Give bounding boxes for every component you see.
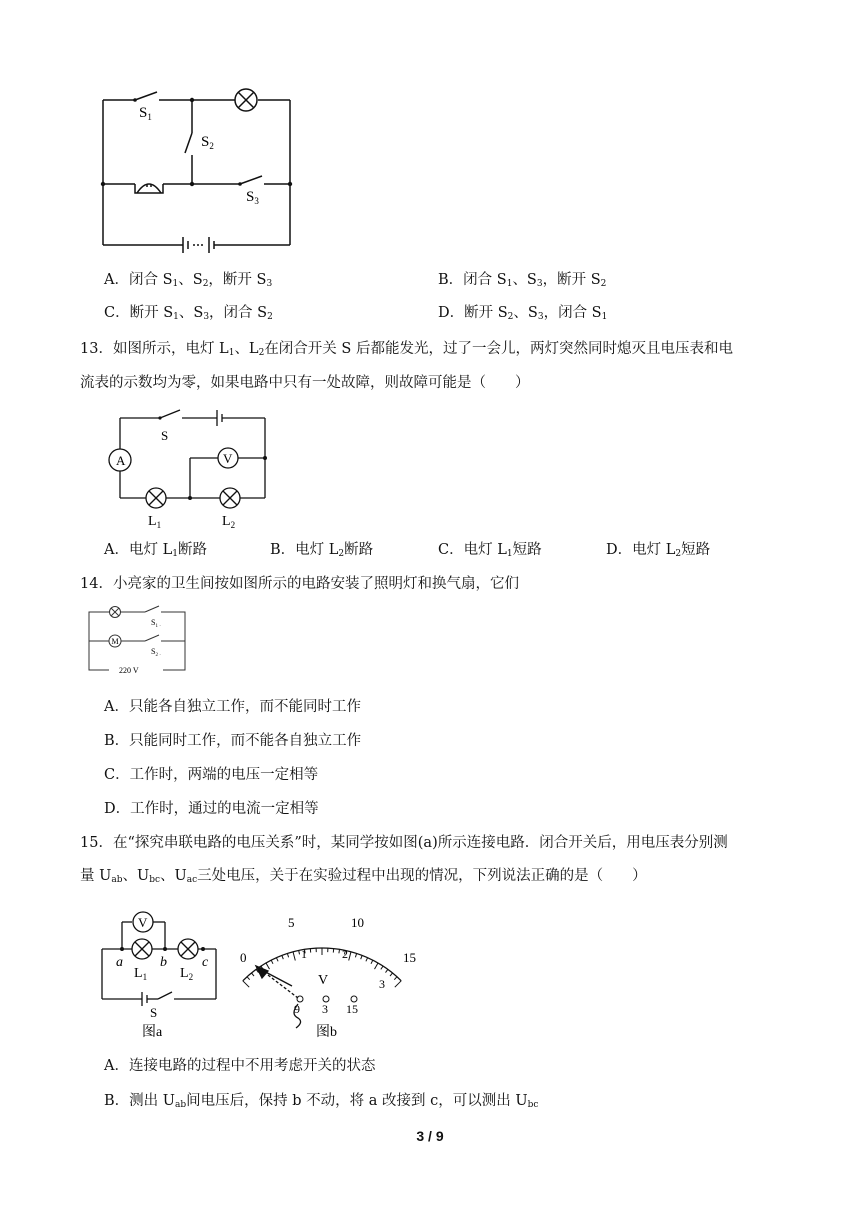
dial-tick (339, 949, 340, 953)
q15-figure-a-circuit (98, 903, 228, 1038)
q14-stem: 14．小亮家的卫生间按如图所示的电路安装了照明灯和换气扇，它们 (80, 576, 519, 592)
q12-option-d[interactable]: D．断开 $S_2$、$S_3$，闭合 $S_1$ (438, 305, 608, 322)
q15b-terminal-1: 9 (294, 1002, 300, 1016)
dial-tick (252, 973, 255, 976)
q14-s1-label: $S_{1 \cdot}$ (151, 618, 161, 629)
q15a-l2-label: $L_2$ (180, 966, 194, 982)
dial-tick (390, 973, 393, 976)
q15a-point-b: b (160, 955, 167, 970)
q15a-l1-label: $L_1$ (134, 966, 148, 982)
q15a-switch-label: S (150, 1005, 158, 1020)
q15b-caption: 图b (316, 1025, 337, 1040)
q15a-point-c: c (202, 955, 209, 970)
q12-s3-label: $S_3$ (246, 189, 259, 206)
q14-s2-label: $S_{2 \cdot}$ (151, 647, 161, 658)
q13-option-d[interactable]: D．电灯 $L_2$短路 (606, 542, 711, 559)
q13-option-a[interactable]: A．电灯 $L_1$断路 (104, 542, 207, 559)
q15b-tick-1: 1 (301, 947, 307, 961)
q15b-tick-3: 3 (379, 977, 385, 991)
q13-switch-label: S (161, 428, 169, 443)
q15a-voltmeter-label: V (138, 915, 148, 930)
q15b-terminal-2: 3 (322, 1002, 328, 1016)
q13-circuit-diagram (100, 402, 275, 532)
q15b-tick-15: 15 (403, 950, 416, 965)
q15-stem-line1: 15．在“探究串联电路的电压关系”时，某同学按如图(a)所示连接电路．闭合开关后，用电压表分别测 (80, 835, 728, 851)
q13-l2-label: $L_2$ (222, 514, 236, 530)
dial-tick (243, 981, 249, 987)
q15-stem-line2: 量 $U_{ab}$、$U_{bc}$、$U_{ac}$三处电压，关于在实验过程中出现的情况，下列说法正确的是（ ） (80, 868, 647, 885)
dial-tick (349, 952, 351, 961)
q15-figure-b-voltmeter-dial (232, 910, 432, 1040)
q13-l1-label: $L_1$ (148, 514, 162, 530)
dial-tick (247, 977, 250, 980)
page-number: 3 / 9 (416, 1128, 444, 1144)
dial-tick (366, 958, 368, 962)
q14-circuit-diagram (85, 604, 190, 679)
q14-option-a[interactable]: A．只能各自独立工作，而不能同时工作 (104, 699, 361, 715)
q12-option-c[interactable]: C．断开 $S_1$、$S_3$，闭合 $S_2$ (104, 305, 273, 322)
dial-tick (271, 960, 273, 964)
dial-tick (394, 977, 397, 980)
q13-stem-line1: 13．如图所示，电灯 $L_1$、$L_2$在闭合开关 S 后都能发光，过了一会儿，两灯突然同时熄灭且电压表和电 (80, 341, 733, 358)
q15a-caption: 图a (142, 1025, 163, 1038)
q14-motor-label: M (111, 637, 119, 646)
q15b-terminal-3: 15 (346, 1002, 358, 1016)
q15b-tick-10: 10 (351, 915, 364, 930)
dial-tick (293, 952, 295, 961)
dial-tick (266, 963, 270, 969)
q14-option-d[interactable]: D．工作时，通过的电流一定相等 (104, 801, 319, 817)
dial-tick (371, 960, 373, 964)
q13-ammeter-label: A (116, 453, 126, 468)
q13-option-b[interactable]: B．电灯 $L_2$断路 (270, 542, 374, 559)
q14-option-b[interactable]: B．只能同时工作，而不能各自独立工作 (104, 733, 362, 749)
q15b-tick-2: 2 (342, 947, 348, 961)
dial-tick (276, 958, 278, 962)
q15-option-b[interactable]: B．测出 $U_{ab}$间电压后，保持 b 不动，将 a 改接到 c，可以测出 $U_{bc}$ (104, 1093, 539, 1110)
q13-voltmeter-label: V (223, 451, 233, 466)
dial-tick (299, 950, 300, 954)
dial-tick (361, 955, 362, 959)
q12-circuit-diagram (95, 85, 300, 255)
q15b-tick-5: 5 (288, 915, 295, 930)
q12-option-a[interactable]: A．闭合 $S_1$、$S_2$，断开 $S_3$ (104, 272, 273, 289)
q15a-point-a: a (116, 955, 123, 970)
q14-voltage-label: 220 V (119, 666, 139, 675)
q14-option-c[interactable]: C．工作时，两端的电压一定相等 (104, 767, 319, 783)
dial-tick (355, 954, 356, 958)
q15b-tick-0: 0 (240, 950, 247, 965)
q15b-unit-label: V (318, 973, 329, 988)
q15-option-a[interactable]: A．连接电路的过程中不用考虑开关的状态 (104, 1058, 376, 1074)
q13-option-c[interactable]: C．电灯 $L_1$短路 (438, 542, 542, 559)
dial-tick (381, 966, 383, 969)
dial-tick (375, 963, 379, 969)
q12-s2-label: $S_2$ (201, 134, 214, 151)
q12-option-b[interactable]: B．闭合 $S_1$、$S_3$，断开 $S_2$ (438, 272, 607, 289)
q12-s1-label: $S_1$ (139, 105, 152, 122)
dial-tick (386, 969, 388, 972)
q13-stem-line2: 流表的示数均为零，如果电路中只有一处故障，则故障可能是（ ） (80, 375, 530, 391)
dial-tick (287, 954, 288, 958)
dial-tick (395, 981, 401, 987)
dial-tick (282, 955, 283, 959)
